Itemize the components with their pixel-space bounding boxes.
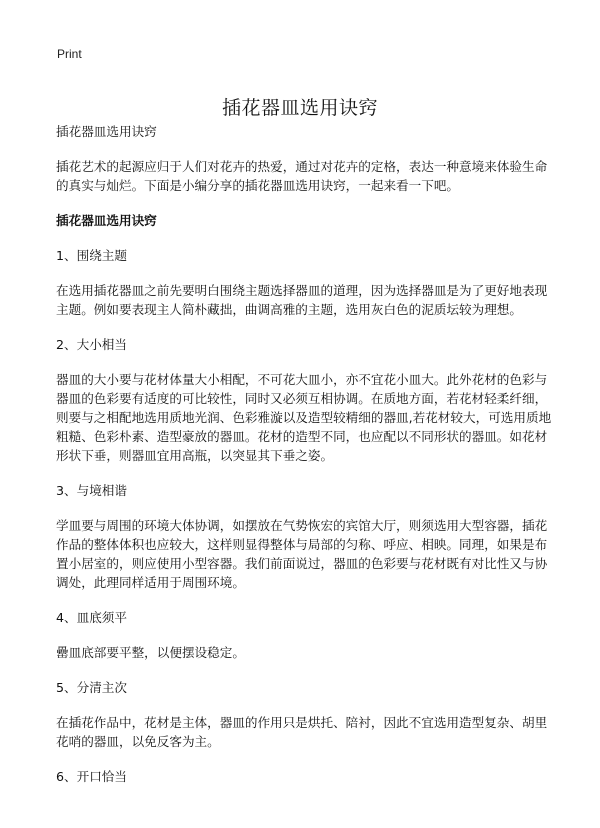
subtitle: 插花器皿选用诀窍 [56, 124, 157, 139]
print-link[interactable]: Print [57, 47, 82, 61]
tip-heading-2: 2、大小相当 [56, 337, 127, 352]
article-body [56, 122, 552, 802]
tip-body-4: 罍皿底部要平整，以便摆设稳定。 [56, 645, 245, 660]
tip-body-5: 在插花作品中，花材是主体，器皿的作用只是烘托、陪衬，因此不宜选用造型复杂、胡里花哨的器皿，以免反客为主。 [56, 715, 548, 749]
page-title: 插花器皿选用诀窍 [221, 96, 378, 119]
tip-heading-1: 1、围绕主题 [56, 248, 127, 263]
tip-body-1: 在选用插花器皿之前先要明白围绕主题选择器皿的道理，因为选择器皿是为了更好地表现主题。例如要表现主人简朴藏拙，曲调高雅的主题，选用灰白色的泥质坛较为理想。 [56, 283, 548, 317]
tip-heading-3: 3、与境相谐 [56, 483, 127, 498]
tip-body-2: 器皿的大小要与花材体量大小相配，不可花大皿小，亦不宜花小皿大。此外花材的色彩与器皿的色彩要有适度的可比较性，同时又必须互相协调。在质地方面，若花材轻柔纤细，则要与之相配地选用质地光润、色彩雅漩以及造型较精细的器皿,若花材较大，可选用质地粗糙、色彩朴素、造型豪放的器皿。花材的造型不同，也应配以不同形状的器皿。如花材形状下垂，则器皿宜用高瓶，以突显其下垂之姿。 [56, 372, 552, 463]
intro-paragraph: 插花艺术的起源应归于人们对花卉的热爱，通过对花卉的定格，表达一种意境来体验生命的真实与灿烂。下面是小编分享的插花器皿选用诀窍，一起来看一下吧。 [56, 159, 548, 193]
tip-heading-6: 6、开口恰当 [56, 769, 127, 784]
tip-heading-5: 5、分清主次 [56, 680, 127, 695]
tip-body-3: 学皿要与周围的环境大体协调，如摆放在气势恢宏的宾馆大厅，则须选用大型容器，插花作品的整体体积也应较大，这样则显得整体与局部的匀称、呼应、相映。同理，如果是布置小居室的，则应使用小型容器。我们前面说过，器皿的色彩要与花材既有对比性又与协调处，此理同样适用于周围环境。 [56, 518, 548, 590]
section-heading: 插花器皿选用诀窍 [56, 213, 157, 228]
tip-heading-4: 4、皿底须平 [56, 610, 127, 625]
